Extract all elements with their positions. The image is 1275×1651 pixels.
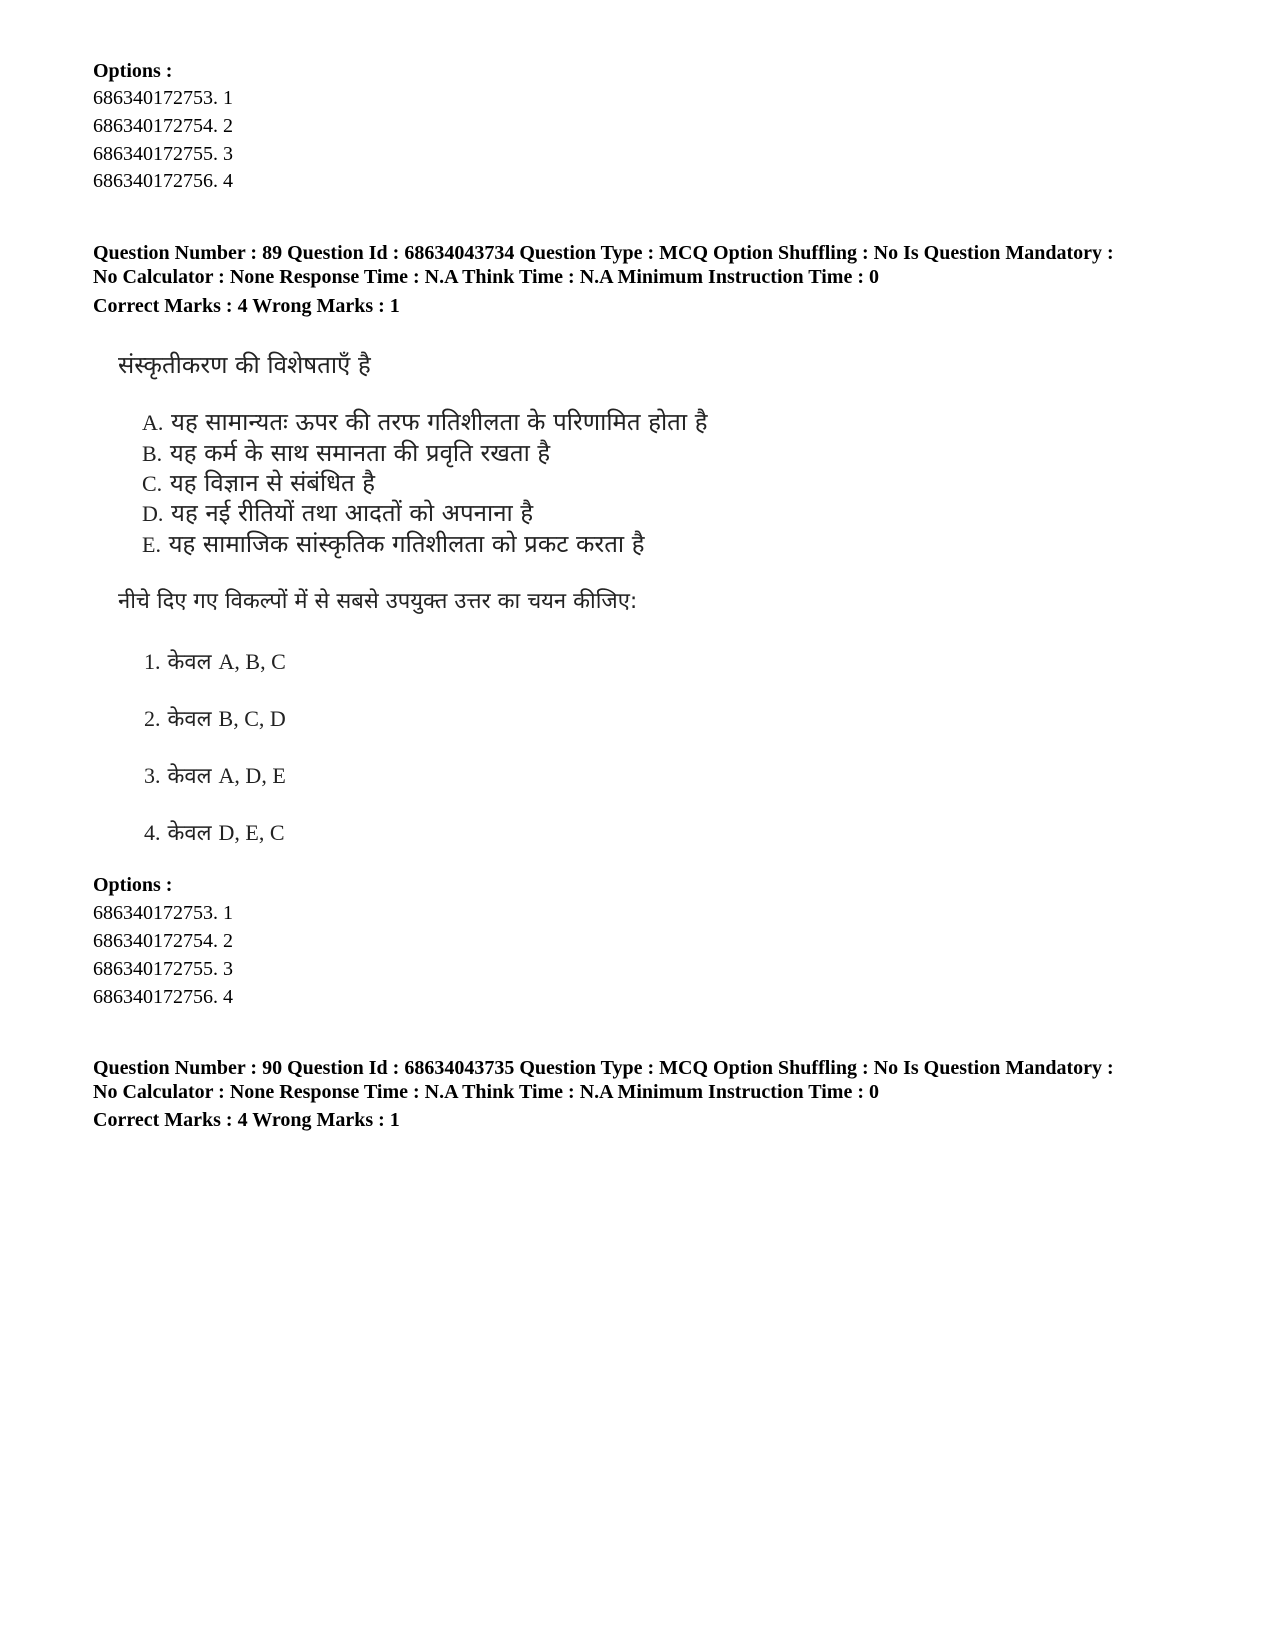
statement-letter: E. [142,532,161,557]
choice-sets: D, E, C [218,820,285,845]
question-instruction: नीचे दिए गए विकल्पों में से सबसे उपयुक्त उत्तर का चयन कीजिए: [118,589,638,614]
question-title: संस्कृतीकरण की विशेषताएँ है [118,351,371,379]
question-meta-line: Question Number : 90 Question Id : 68634043735 Question Type : MCQ Option Shuffling : No Is Question Mandatory : [93,1057,1114,1079]
question-meta [93,1056,1213,1104]
options-label: Options : [93,874,173,896]
choice-number: 2. [144,706,161,731]
statement [142,497,533,530]
answer-choice [144,760,286,793]
statement-text: यह सामाजिक सांस्कृतिक गतिशीलता को प्रकट करता है [168,530,645,558]
option-item: 686340172754. 2 [93,115,233,137]
statement-letter: A. [142,410,164,435]
statement-letter: B. [142,441,163,466]
choice-word: केवल [167,821,212,846]
choice-word: केवल [167,650,212,675]
question-marks: Correct Marks : 4 Wrong Marks : 1 [93,295,400,317]
answer-choice [144,646,286,679]
statement [142,437,550,470]
question-meta-line: No Calculator : None Response Time : N.A Think Time : N.A Minimum Instruction Time : 0 [93,1081,879,1103]
choice-sets: A, D, E [218,763,286,788]
option-item: 686340172753. 1 [93,902,233,924]
statement [142,467,375,500]
question-content [118,348,758,848]
statement-letter: D. [142,501,164,526]
question-meta-line: Question Number : 89 Question Id : 68634043734 Question Type : MCQ Option Shuffling : No Is Question Mandatory : [93,242,1114,264]
options-label: Options : [93,60,173,82]
question-marks: Correct Marks : 4 Wrong Marks : 1 [93,1109,400,1131]
answer-choice [144,817,285,850]
statement-letter: C. [142,471,163,496]
statement [142,406,707,439]
answer-choice [144,703,286,736]
statement-text: यह कर्म के साथ समानता की प्रवृति रखता है [169,439,551,467]
statement-text: यह सामान्यतः ऊपर की तरफ गतिशीलता के परिणामित होता है [171,408,708,436]
choice-sets: A, B, C [218,649,286,674]
option-item: 686340172755. 3 [93,143,233,165]
statement-text: यह नई रीतियों तथा आदतों को अपनाना है [171,499,534,527]
choice-number: 4. [144,820,161,845]
question-meta-line: No Calculator : None Response Time : N.A Think Time : N.A Minimum Instruction Time : 0 [93,266,879,288]
option-item: 686340172756. 4 [93,986,233,1008]
option-item: 686340172753. 1 [93,87,233,109]
choice-sets: B, C, D [218,706,286,731]
choice-number: 1. [144,649,161,674]
choice-word: केवल [167,764,212,789]
choice-word: केवल [167,707,212,732]
option-item: 686340172755. 3 [93,958,233,980]
option-item: 686340172754. 2 [93,930,233,952]
choice-number: 3. [144,763,161,788]
option-item: 686340172756. 4 [93,170,233,192]
statement [142,528,645,561]
question-meta [93,241,1213,289]
statement-text: यह विज्ञान से संबंधित है [169,469,376,497]
